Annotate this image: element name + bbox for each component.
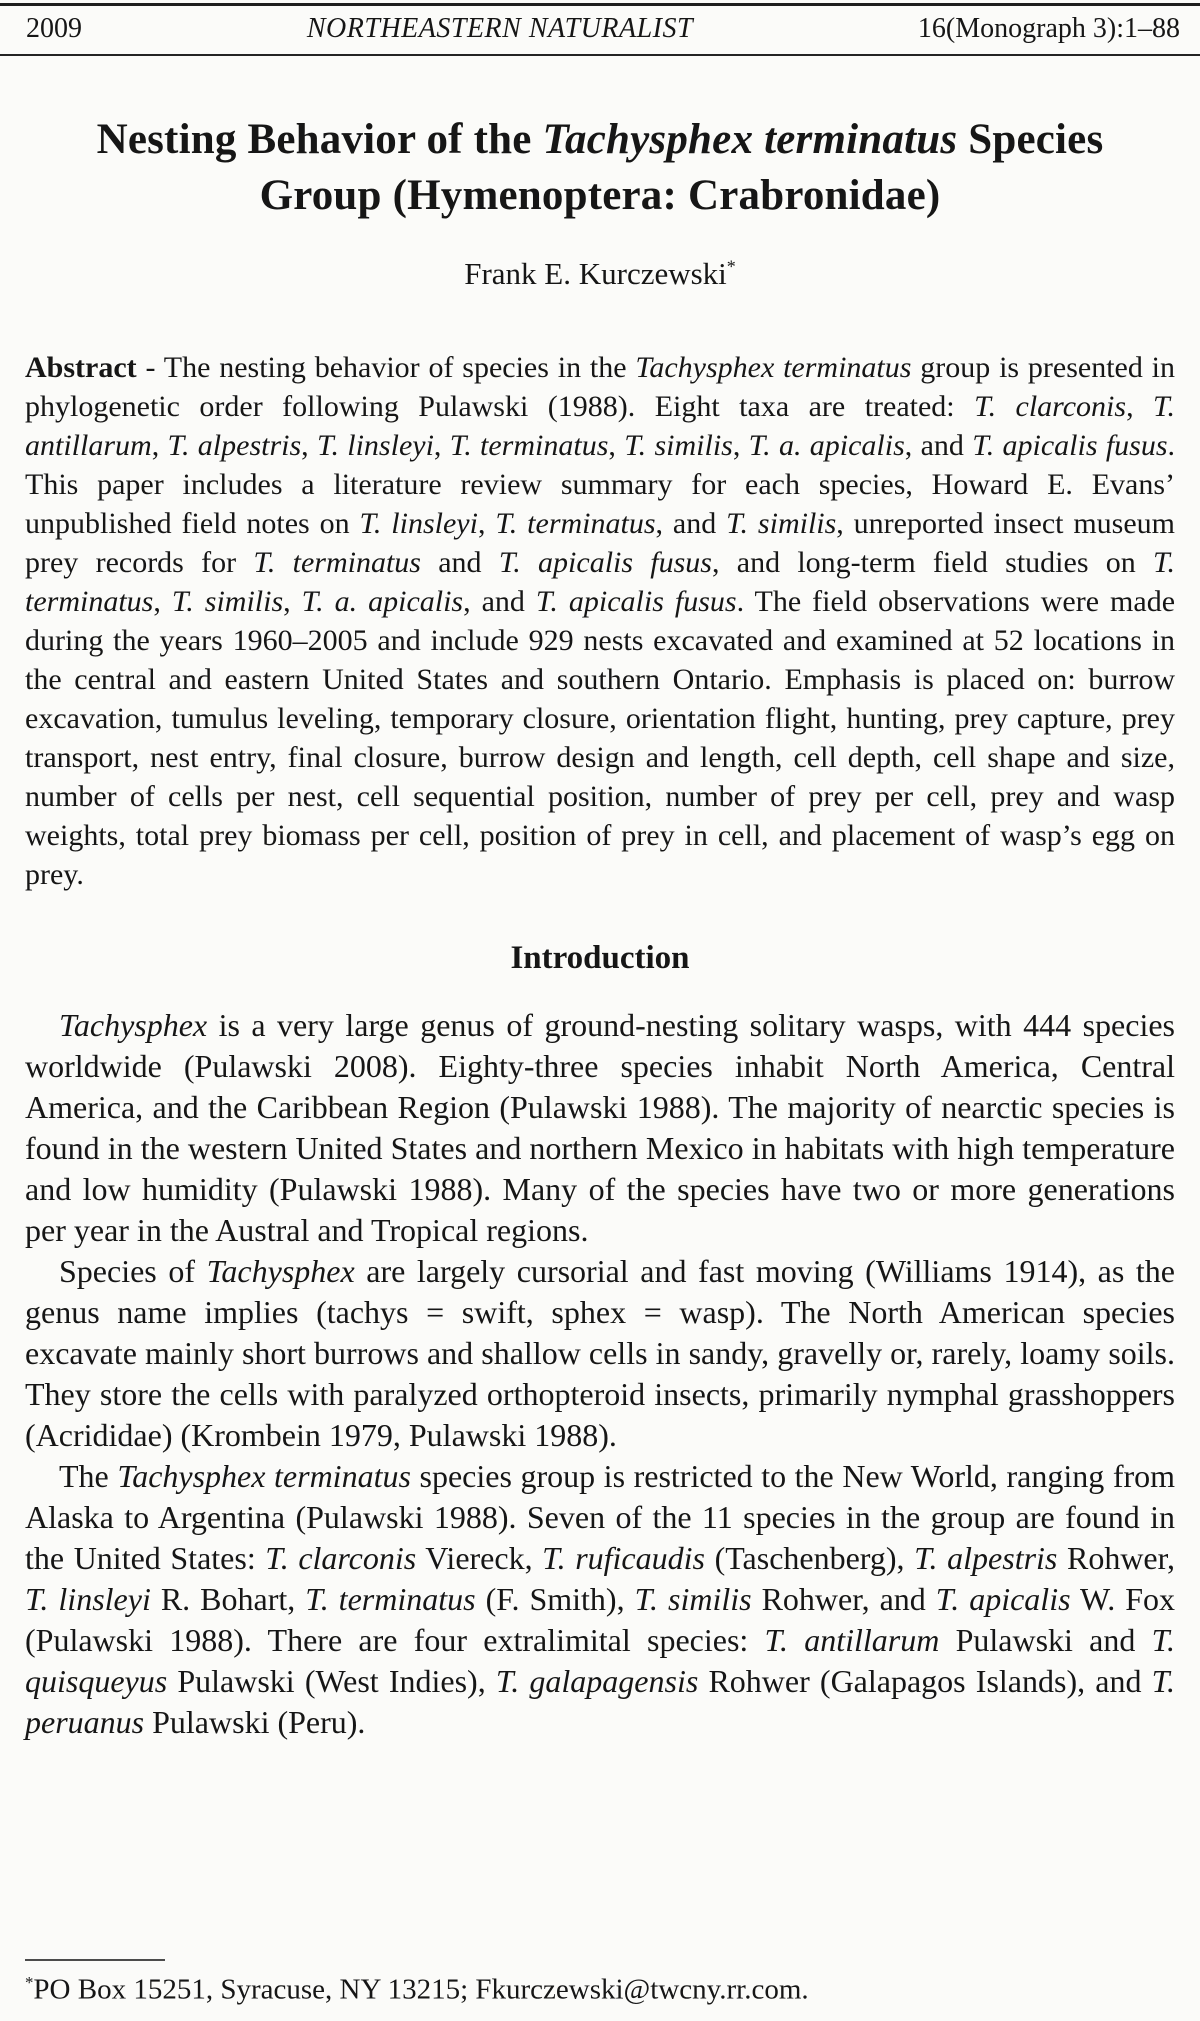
author-footnote-mark: * — [726, 256, 736, 277]
author-name: Frank E. Kurczewski — [464, 256, 727, 291]
author-footnote — [25, 1959, 1175, 2007]
header-citation: 16(Monograph 3):1–88 — [917, 13, 1180, 44]
article-title — [40, 112, 1160, 224]
article-title-line2: Group (Hymenoptera: Crabronidae) — [259, 172, 941, 219]
header-row — [0, 6, 1200, 54]
footnote-divider-rule — [25, 1959, 165, 1961]
introduction-body — [25, 1005, 1175, 1743]
footnote-body: PO Box 15251, Syracuse, NY 13215; Fkurczewski@twcny.rr.com. — [33, 1974, 809, 2006]
running-header — [0, 3, 1200, 56]
footnote-text — [25, 1973, 1175, 2007]
header-bottom-rule — [0, 54, 1200, 56]
author-byline — [0, 256, 1200, 292]
introduction-paragraph-3: The Tachysphex terminatus species group is restricted to the New World, ranging from Alaska to Argentina (Pulawski 1988). Seven of the 11 species in the group are found in the United States: T. clarconis Viereck, T. ruficaudis (Taschenberg), T. alpestris Rohwer, T. linsleyi R. Bohart, T. terminatus (F. Smith), T. similis Rohwer, and T. apicalis W. Fox (Pulawski 1988). There are four extralimital species: T. antillarum Pulawski and T. quisqueyus Pulawski (West Indies), T. galapagensis Rohwer (Galapagos Islands), and T. peruanus Pulawski (Peru). — [25, 1458, 1176, 1740]
abstract-paragraph: Abstract - The nesting behavior of species in the Tachysphex terminatus group is presented in phylogenetic order following Pulawski (1988). Eight taxa are treated: T. clarconis, T. antillarum, T. alpestris, T. linsleyi, T. terminatus, T. similis, T. a. apicalis, and T. apicalis fusus. This paper includes a literature review summary for each species, Howard E. Evans’ unpublished field notes on T. linsleyi, T. terminatus, and T. similis, unreported insect museum prey records for T. terminatus and T. apicalis fusus, and long-term field studies on T. terminatus, T. similis, T. a. apicalis, and T. apicalis fusus. The field observations were made during the years 1960–2005 and include 929 nests excavated and examined at 52 locations in the central and eastern United States and southern Ontario. Emphasis is placed on: burrow excavation, tumulus leveling, temporary closure, orientation flight, hunting, prey capture, prey transport, nest entry, final closure, burrow design and length, cell depth, cell shape and size, number of cells per nest, cell sequential position, number of prey per cell, prey and wasp weights, total prey biomass per cell, position of prey in cell, and placement of wasp’s egg on prey. — [25, 351, 1176, 891]
introduction-paragraph-2: Species of Tachysphex are largely cursorial and fast moving (Williams 1914), as the genus name implies (tachys = swift, sphex = wasp). The North American species excavate mainly short burrows and shallow cells in sandy, gravelly or, rarely, loamy soils. They store the cells with paralyzed orthopteroid insects, primarily nymphal grasshoppers (Acrididae) (Krombein 1979, Pulawski 1988). — [25, 1253, 1176, 1453]
header-year: 2009 — [26, 13, 82, 44]
header-journal-name: NORTHEASTERN NATURALIST — [306, 13, 694, 44]
article-title-line1: Nesting Behavior of the Tachysphex terminatus Species — [96, 116, 1104, 163]
footnote-mark: * — [25, 1973, 34, 1993]
journal-page — [0, 3, 1200, 2021]
section-heading-introduction: Introduction — [510, 940, 690, 976]
introduction-paragraph-1: Tachysphex is a very large genus of ground-nesting solitary wasps, with 444 species worldwide (Pulawski 2008). Eighty-three species inhabit North America, Central America, and the Caribbean Region (Pulawski 1988). The majority of nearctic species is found in the western United States and northern Mexico in habitats with high temperature and low humidity (Pulawski 1988). Many of the species have two or more generations per year in the Austral and Tropical regions. — [25, 1007, 1175, 1248]
